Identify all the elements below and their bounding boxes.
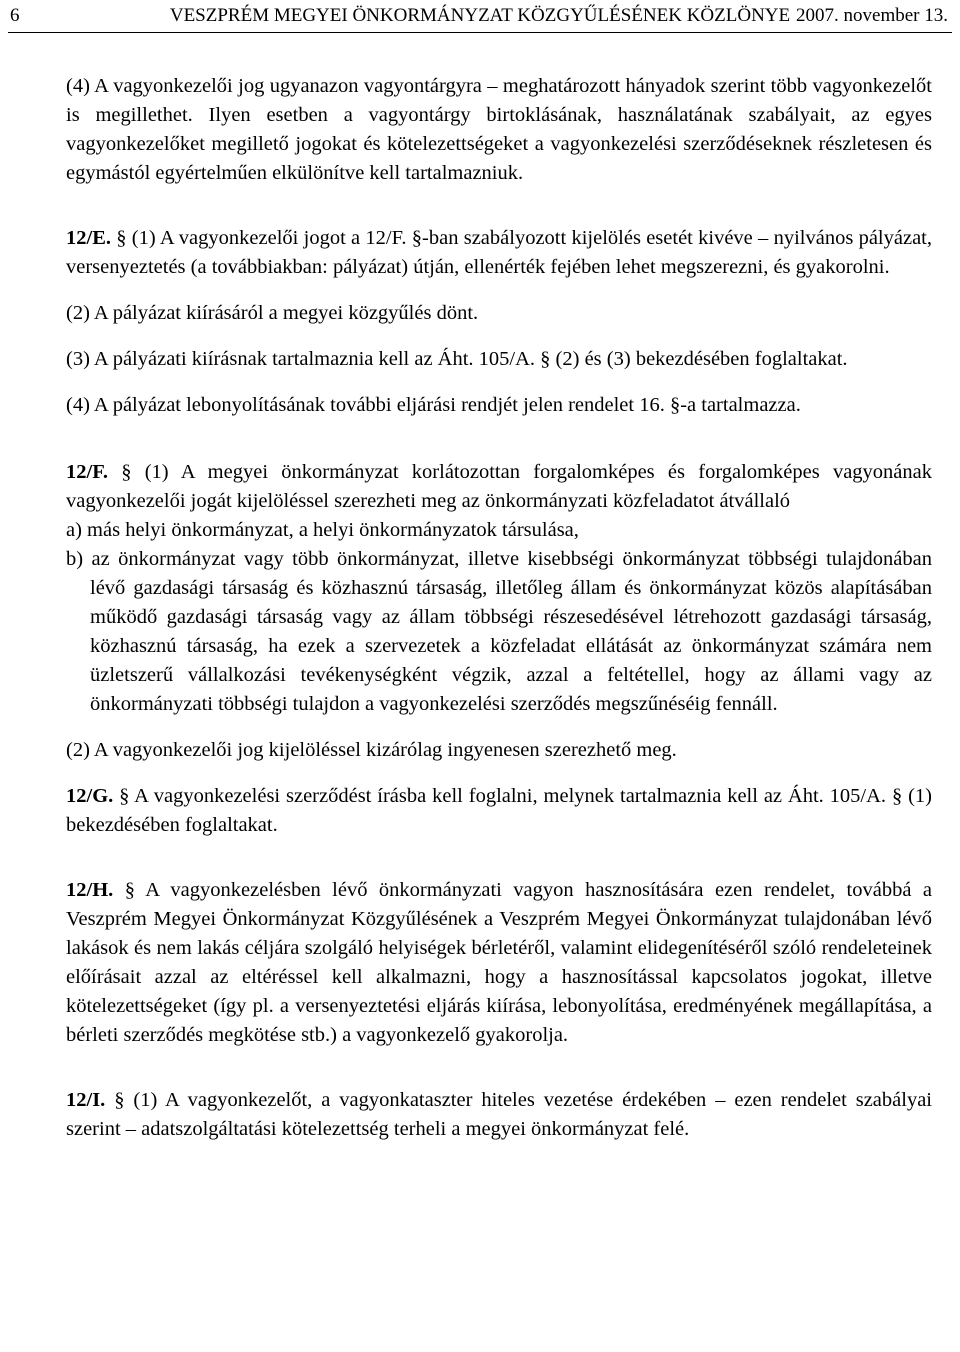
section-12g	[66, 782, 932, 840]
list-item-b: b) az önkormányzat vagy több önkormányzat, illetve kisebbségi önkormányzat többségi tulajdonában lévő gazdasági társaság és közhasznú társaság, illetőleg állam és önkormányzat közös alapításában működő gazdasági társaság vagy az állam többségi részesedésével létrehozott gazdasági társaság, közhasznú társaság, ha ezek a szervezetek a közfeladat ellátását az önkormányzat számára nem üzletszerű vállalkozási tevékenységként végzik, azzal a feltétellel, hogy az állami vagy az önkormányzati többségi tulajdon a vagyonkezelési szerződés megszűnéséig fennáll.	[66, 548, 932, 715]
list-item-a: a) más helyi önkormányzat, a helyi önkormányzatok társulása,	[66, 519, 579, 541]
section-12i	[66, 1086, 932, 1144]
page-body	[66, 72, 932, 1161]
section-12f	[66, 458, 932, 516]
paragraph-12e-3: (3) A pályázati kiírásnak tartalmaznia kell az Áht. 105/A. § (2) és (3) bekezdésében foglaltakat.	[66, 348, 848, 370]
publication-title: VESZPRÉM MEGYEI ÖNKORMÁNYZAT KÖZGYŰLÉSÉNEK KÖZLÖNYE	[169, 5, 791, 26]
section-number: 12/H.	[66, 879, 114, 901]
section-number: 12/I.	[66, 1089, 106, 1111]
section-number: 12/F.	[66, 461, 108, 483]
section-12e	[66, 224, 932, 282]
issue-date: 2007. november 13.	[796, 5, 948, 26]
section-12h	[66, 876, 932, 1050]
paragraph-12e-2: (2) A pályázat kiírásáról a megyei közgyűlés dönt.	[66, 302, 479, 324]
section-text: § A vagyonkezelési szerződést írásba kell foglalni, melynek tartalmaznia kell az Áht. 105/A. § (1) bekezdésében foglaltakat.	[66, 785, 932, 836]
paragraph-12f-2: (2) A vagyonkezelői jog kijelöléssel kizárólag ingyenesen szerezhető meg.	[66, 739, 677, 761]
section-text: § (1) A vagyonkezelői jogot a 12/F. §-ban szabályozott kijelölés esetét kivéve – nyilvános pályázat, versenyeztetés (a továbbiakban: pályázat) útján, ellenérték fejében lehet megszerezni, és gyakorolni.	[66, 227, 932, 278]
paragraph-12e-4: (4) A pályázat lebonyolításának további eljárási rendjét jelen rendelet 16. §-a tartalmazza.	[66, 394, 801, 416]
page-number: 6	[10, 5, 20, 26]
section-text: § (1) A megyei önkormányzat korlátozottan forgalomképes és forgalomképes vagyonának vagyonkezelői jogát kijelöléssel szerezheti meg az önkormányzati közfeladatot átvállaló	[66, 461, 932, 512]
paragraph-vagyonkezeloi-jog: (4) A vagyonkezelői jog ugyanazon vagyontárgyra – meghatározott hányadok szerint több vagyonkezelőt is megillethet. Ilyen esetben a vagyontárgy birtoklásának, használatának szabályait, az egyes vagyonkezelőket megillető jogokat és kötelezettségeket a vagyonkezelési szerződéseknek részletesen és egymástól egyértelműen elkülönítve kell tartalmazniuk.	[66, 75, 932, 184]
section-text: § (1) A vagyonkezelőt, a vagyonkataszter hiteles vezetése érdekében – ezen rendelet szabályai szerint – adatszolgáltatási kötelezettség terheli a megyei önkormányzat felé.	[66, 1089, 932, 1140]
section-number: 12/G.	[66, 785, 114, 807]
section-text: § A vagyonkezelésben lévő önkormányzati vagyon hasznosítására ezen rendelet, továbbá a Veszprém Megyei Önkormányzat Közgyűlésének a Veszprém Megyei Önkormányzat tulajdonában lévő lakások és nem lakás céljára szolgáló helyiségek bérletéről, valamint elidegenítéséről szóló rendeleteinek előírásait azzal az eltéréssel kell alkalmazni, hogy a hasznosítással kapcsolatos jogokat, illetve kötelezettségeket (így pl. a versenyeztetési eljárás kiírása, lebonyolítása, eredményének megállapítása, a bérleti szerződés megkötése stb.) a vagyonkezelő gyakorolja.	[66, 879, 932, 1046]
page-header	[8, 2, 952, 33]
section-number: 12/E.	[66, 227, 111, 249]
